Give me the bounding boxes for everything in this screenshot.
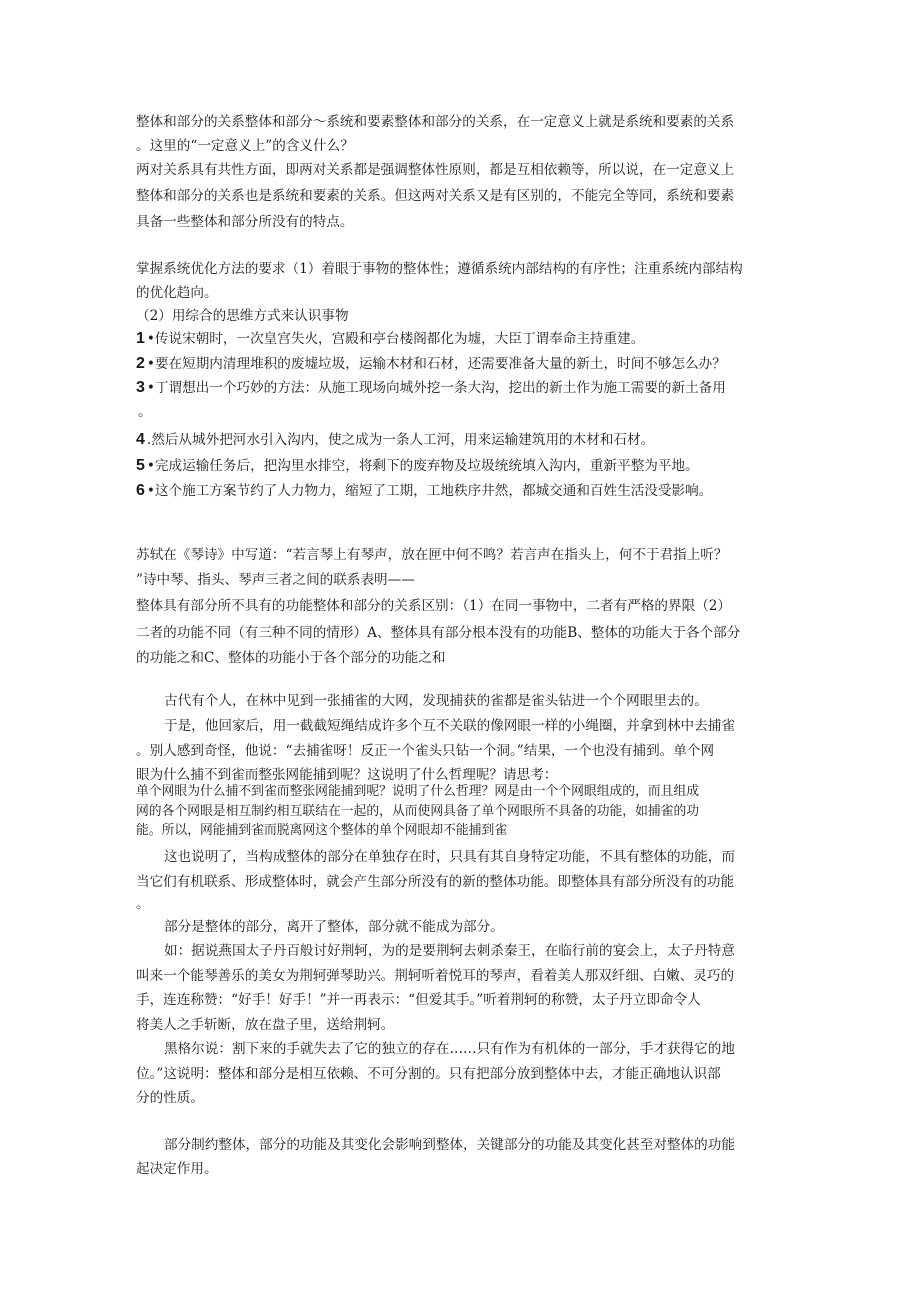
list-item: [136, 454, 786, 478]
paragraph-line: 分的性质。: [136, 1090, 204, 1106]
paragraph-line: 整体和部分的关系整体和部分～系统和要素整体和部分的关系，在一定意义上就是系统和要素的关系: [136, 114, 735, 130]
list-item: [136, 400, 786, 424]
list-number: 2: [136, 355, 145, 372]
paragraph-line: 能。所以，网能捕到雀而脱离网这个整体的单个网眼却不能捕到雀: [136, 823, 508, 838]
paragraph-line: 两对关系具有共性方面，即两对关系都是强调整体性原则，都是互相依赖等，所以说，在一定意义上: [136, 162, 735, 178]
list-number: 1: [136, 330, 145, 347]
paragraph-line: 将美人之手斩断，放在盘子里，送给荆轲。: [136, 1017, 395, 1033]
paragraph-line: 这也说明了，当构成整体的部分在单独存在时，只具有其自身特定功能，不具有整体的功能，而: [164, 849, 735, 865]
list-number: 5: [136, 457, 145, 474]
paragraph-line: 整体和部分的关系也是系统和要素的关系。但这两对关系又是有区别的，不能完全等同，系统和要素: [136, 188, 735, 204]
list-text: •完成运输任务后，把沟里水排空，将剩下的废弃物及垃圾统统填入沟内，重新平整为平地。: [146, 458, 699, 474]
list-item: [136, 428, 786, 452]
paragraph-line: 部分是整体的部分，离开了整体，部分就不能成为部分。: [164, 919, 504, 935]
list-text: 。: [138, 404, 152, 420]
paragraph-line: 起决定作用。: [136, 1161, 218, 1177]
list-item: [136, 327, 786, 351]
list-number: 4: [136, 431, 145, 448]
paragraph-line: 的功能之和C、整体的功能小于各个部分的功能之和: [136, 650, 446, 666]
paragraph-line: 当它们有机联系、形成整体时，就会产生部分所没有的新的整体功能。即整体具有部分所没有的功能: [136, 874, 735, 890]
paragraph-line: 单个网眼为什么捕不到雀而整张网能捕到呢？说明了什么哲理？网是由一个个网眼组成的，而且组成: [136, 784, 700, 799]
list-text: •要在短期内清理堆积的废墟垃圾，运输木材和石材，还需要准备大量的新土，时间不够怎么办？: [146, 356, 726, 372]
paragraph-line: 如：据说燕国太子丹百般讨好荆轲，为的是要荆轲去刺杀秦王，在临行前的宴会上，太子丹特意: [164, 943, 735, 959]
paragraph-line: 位。”这说明：整体和部分是相互依赖、不可分割的。只有把部分放到整体中去，才能正确地认识部: [136, 1066, 721, 1082]
paragraph-line: 黑格尔说：割下来的手就失去了它的独立的存在……只有作为有机体的一部分，手才获得它的地: [164, 1041, 735, 1057]
paragraph-line: （2）用综合的思维方式来认识事物: [136, 308, 349, 324]
list-text: •这个施工方案节约了人力物力，缩短了工期，工地秩序井然，都城交通和百姓生活没受影响。: [146, 483, 713, 499]
paragraph-line: 具备一些整体和部分所没有的特点。: [136, 214, 354, 230]
paragraph-line: 。别人感到奇怪，他说：“去捕雀呀！反正一个雀头只钻一个洞。”结果，一个也没有捕到。单个网: [136, 743, 715, 759]
paragraph-line: 于是，他回家后，用一截截短绳结成许多个互不关联的像网眼一样的小绳圈，并拿到林中去捕雀: [164, 718, 735, 734]
paragraph-line: 叫来一个能琴善乐的美女为荆轲弹琴助兴。荆轲听着悦耳的琴声，看着美人那双纤细、白嫩、灵巧的: [136, 968, 735, 984]
paragraph-line: 苏轼在《琴诗》中写道：“若言琴上有琴声，放在匣中何不鸣？若言声在指头上，何不于君指上听？: [136, 547, 728, 563]
paragraph-line: 二者的功能不同（有三种不同的情形）A、整体具有部分根本没有的功能B、整体的功能大于各个部分: [136, 625, 741, 641]
paragraph-line: ”诗中琴、指头、琴声三者之间的联系表明——: [136, 572, 415, 588]
paragraph-line: 。这里的“一定意义上”的含义什么？: [136, 138, 354, 154]
paragraph-line: 手，连连称赞：“好手！好手！”并一再表示：“但爱其手。”听着荆轲的称赞，太子丹立即命令人: [136, 992, 701, 1008]
paragraph-line: 古代有个人，在林中见到一张捕雀的大网，发现捕获的雀都是雀头钻进一个个网眼里去的。: [164, 693, 708, 709]
paragraph-line: 掌握系统优化方法的要求（1）着眼于事物的整体性；遵循系统内部结构的有序性；注重系统内部结构: [136, 261, 743, 277]
list-item: [136, 352, 786, 376]
list-text: .然后从城外把河水引入沟内，使之成为一条人工河，用来运输建筑用的木材和石材。: [146, 432, 655, 448]
list-item: [136, 376, 786, 400]
list-number: 3: [136, 379, 145, 396]
paragraph-line: 部分制约整体，部分的功能及其变化会影响到整体，关键部分的功能及其变化甚至对整体的功能: [164, 1137, 735, 1153]
list-text: •传说宋朝时，一次皇宫失火，宫殿和亭台楼阁都化为墟，大臣丁谓奉命主持重建。: [146, 331, 645, 347]
paragraph-line: 眼为什么捕不到雀而整张网能捕到呢？这说明了什么哲理呢？请思考：: [136, 767, 558, 783]
list-number: 6: [136, 482, 145, 499]
paragraph-line: 。: [136, 896, 150, 912]
list-item: [136, 479, 786, 503]
paragraph-line: 网的各个网眼是相互制约相互联结在一起的，从而使网具备了单个网眼所不具备的功能，如捕雀的功: [136, 804, 700, 819]
list-text: •丁谓想出一个巧妙的方法：从施工现场向城外挖一条大沟，挖出的新土作为施工需要的新土备用: [146, 380, 726, 396]
paragraph-line: 整体具有部分所不具有的功能整体和部分的关系区别：（1）在同一事物中，二者有严格的界限（2）: [136, 598, 732, 614]
paragraph-line: 的优化趋向。: [136, 285, 218, 301]
